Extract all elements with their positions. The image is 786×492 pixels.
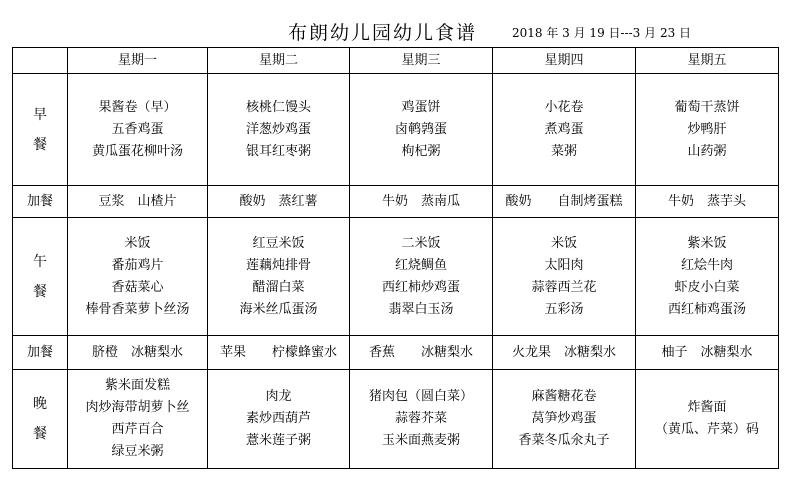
header <box>0 16 786 46</box>
meal-label-char: 早 <box>33 106 47 123</box>
dish-list <box>208 191 349 213</box>
menu-cell <box>636 218 779 336</box>
dish-item: 葡萄干蒸饼 <box>674 99 740 115</box>
meal-label <box>13 74 68 186</box>
dish-list <box>68 342 207 364</box>
dish-item: 红烩牛肉 <box>680 257 733 273</box>
dish-item: 酸奶 自制烤蛋糕 <box>505 193 623 209</box>
menu-cell <box>208 218 350 336</box>
dish-list <box>636 191 778 213</box>
dish-list <box>493 191 635 213</box>
menu-cell <box>636 186 779 218</box>
menu-cell <box>493 74 636 186</box>
dish-item: 醋溜白菜 <box>252 279 305 295</box>
dish-list <box>636 97 778 163</box>
dish-list <box>68 97 207 163</box>
corner-cell <box>13 48 68 74</box>
dish-item: 西红柿鸡蛋汤 <box>667 301 746 317</box>
meal-label-char: 餐 <box>33 426 47 442</box>
menu-cell <box>350 74 493 186</box>
menu-cell <box>493 370 636 469</box>
dish-list <box>636 233 778 321</box>
dish-item: 炸酱面 <box>687 400 727 415</box>
dish-list <box>350 97 492 163</box>
menu-body <box>13 48 779 469</box>
page-title: 布朗幼儿园幼儿食谱 <box>288 22 478 44</box>
day-header: 星期二 <box>208 48 350 74</box>
dish-item: 脐橙 冰糖梨水 <box>91 344 183 360</box>
dish-item: 紫米饭 <box>687 235 727 251</box>
dish-item: 蒜蓉芥菜 <box>394 411 447 426</box>
dish-item: 核桃仁馒头 <box>245 99 311 115</box>
meal-row <box>13 218 779 336</box>
dish-item: 虾皮小白菜 <box>674 279 740 295</box>
dish-item: 香菇菜心 <box>111 279 164 295</box>
dish-item: 薏米莲子粥 <box>245 433 311 448</box>
dish-item: 苹果 柠檬蜂蜜水 <box>219 344 337 360</box>
dish-list <box>208 342 349 364</box>
dish-list <box>493 342 635 364</box>
menu-cell <box>350 370 493 469</box>
dish-item: 鸡蛋饼 <box>401 99 441 115</box>
menu-cell <box>493 218 636 336</box>
menu-cell <box>68 74 208 186</box>
dish-list <box>208 97 349 163</box>
menu-cell <box>68 370 208 469</box>
dish-item: 豆浆 山楂片 <box>98 193 177 209</box>
menu-cell <box>68 336 208 370</box>
menu-cell <box>636 74 779 186</box>
dish-item: 果酱卷（早） <box>98 99 177 115</box>
dish-item: 红烧鲷鱼 <box>394 257 447 273</box>
menu-cell <box>636 336 779 370</box>
menu-cell <box>350 336 493 370</box>
dish-item: 小花卷 <box>544 99 584 115</box>
dish-item: 卤鹌鹑蛋 <box>394 121 447 137</box>
dish-list <box>350 191 492 213</box>
dish-item: 肉龙 <box>265 389 292 404</box>
dish-item: 牛奶 蒸南瓜 <box>381 193 460 209</box>
dish-item: 酸奶 蒸红薯 <box>239 193 318 209</box>
meal-label-text: 加餐 <box>26 344 53 360</box>
dish-item: 洋葱炒鸡蛋 <box>245 121 311 137</box>
meal-label <box>13 186 68 218</box>
meal-label-text: 加餐 <box>26 193 53 209</box>
dish-list <box>493 233 635 321</box>
date-range: 2018 年 3 月 19 日---3 月 23 日 <box>512 26 692 40</box>
dish-item: 莲藕炖排骨 <box>245 257 311 273</box>
dish-list <box>493 97 635 163</box>
meal-row <box>13 370 779 469</box>
menu-cell <box>493 336 636 370</box>
meal-label-char: 餐 <box>33 136 47 153</box>
menu-cell <box>68 186 208 218</box>
dish-item: 绿豆米粥 <box>111 444 164 459</box>
dish-list <box>68 233 207 321</box>
dish-item: 紫米面发糕 <box>104 378 170 393</box>
meal-row <box>13 74 779 186</box>
dish-item: 五香鸡蛋 <box>111 121 164 137</box>
dish-item: 素炒西葫芦 <box>245 411 311 426</box>
meal-label-char: 晚 <box>33 396 47 412</box>
meal-row <box>13 186 779 218</box>
dish-item: 枸杞粥 <box>401 143 441 159</box>
menu-cell <box>208 336 350 370</box>
menu-cell <box>350 186 493 218</box>
dish-item: 山药粥 <box>687 143 727 159</box>
dish-item: 玉米面燕麦粥 <box>381 433 460 448</box>
dish-list <box>636 342 778 364</box>
dish-item: 肉炒海带胡萝卜丝 <box>85 400 190 415</box>
dish-item: 炒鸭肝 <box>687 121 727 137</box>
day-header-row <box>13 48 779 74</box>
dish-item: 香蕉 冰糖梨水 <box>368 344 473 360</box>
dish-item: （黄瓜、芹菜）码 <box>654 422 759 437</box>
dish-item: 香菜冬瓜氽丸子 <box>518 433 610 448</box>
dish-item: 菜粥 <box>550 143 577 159</box>
dish-item: 翡翠白玉汤 <box>388 301 454 317</box>
dish-item: 西芹百合 <box>111 422 164 437</box>
dish-item: 海米丝瓜蛋汤 <box>239 301 318 317</box>
dish-item: 煮鸡蛋 <box>544 121 584 137</box>
dish-item: 太阳肉 <box>544 257 584 273</box>
dish-item: 麻酱糖花卷 <box>531 389 597 404</box>
menu-cell <box>208 186 350 218</box>
dish-item: 米饭 <box>124 235 151 251</box>
dish-list <box>350 342 492 364</box>
dish-item: 火龙果 冰糖梨水 <box>511 344 616 360</box>
menu-cell <box>493 186 636 218</box>
menu-cell <box>208 370 350 469</box>
menu-cell <box>208 74 350 186</box>
dish-item: 五彩汤 <box>544 301 584 317</box>
dish-item: 棒骨香菜萝卜丝汤 <box>85 301 190 317</box>
dish-item: 猪肉包（圆白菜） <box>368 389 473 404</box>
meal-label <box>13 370 68 469</box>
dish-item: 银耳红枣粥 <box>245 143 311 159</box>
dish-item: 牛奶 蒸芋头 <box>667 193 746 209</box>
dish-item: 番茄鸡片 <box>111 257 164 273</box>
dish-list <box>350 233 492 321</box>
meal-label-char: 午 <box>33 253 47 270</box>
dish-item: 二米饭 <box>401 235 441 251</box>
dish-list <box>636 397 778 441</box>
meal-label-char: 餐 <box>33 283 47 300</box>
meal-label <box>13 336 68 370</box>
dish-item: 柚子 冰糖梨水 <box>661 344 753 360</box>
dish-list <box>68 375 207 463</box>
dish-list <box>350 386 492 452</box>
dish-item: 西红柿炒鸡蛋 <box>381 279 460 295</box>
dish-list <box>493 386 635 452</box>
dish-item: 黄瓜蛋花柳叶汤 <box>91 143 183 159</box>
dish-list <box>208 233 349 321</box>
dish-list <box>68 191 207 213</box>
meal-label <box>13 218 68 336</box>
dish-item: 米饭 <box>550 235 577 251</box>
menu-table <box>12 47 779 469</box>
menu-cell <box>350 218 493 336</box>
dish-list <box>208 386 349 452</box>
dish-item: 蒜蓉西兰花 <box>531 279 597 295</box>
menu-cell <box>68 218 208 336</box>
day-header: 星期四 <box>493 48 636 74</box>
day-header: 星期三 <box>350 48 493 74</box>
meal-row <box>13 336 779 370</box>
menu-cell <box>636 370 779 469</box>
dish-item: 莴笋炒鸡蛋 <box>531 411 597 426</box>
day-header: 星期一 <box>68 48 208 74</box>
dish-item: 红豆米饭 <box>252 235 305 251</box>
day-header: 星期五 <box>636 48 779 74</box>
